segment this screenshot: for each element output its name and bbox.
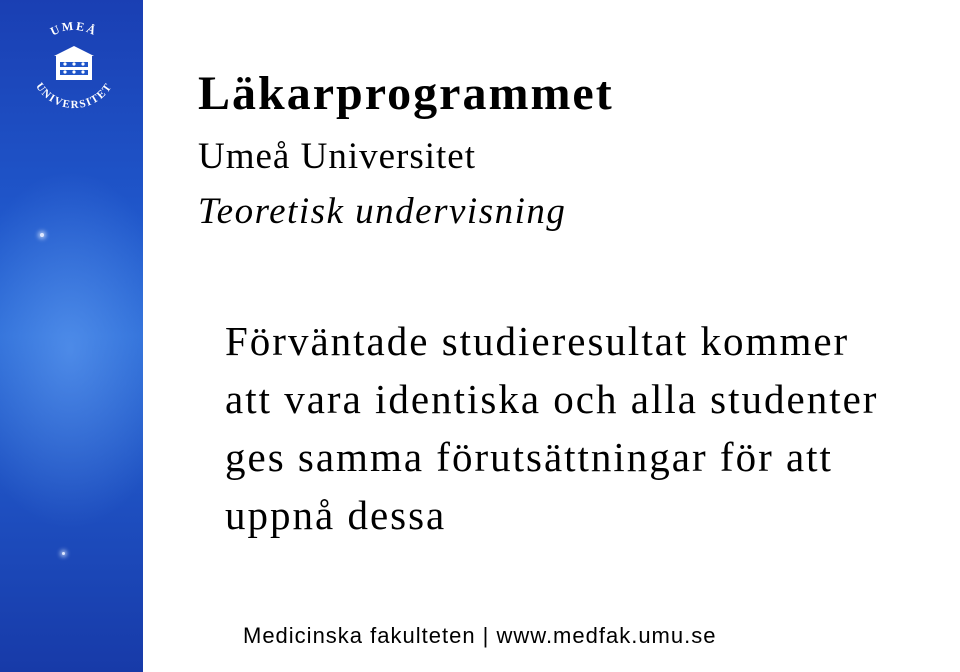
- umea-universitet-seal-icon: [18, 12, 130, 124]
- svg-text:UNIVERSITET: UNIVERSITET: [33, 80, 115, 112]
- sidebar-glow: [0, 170, 143, 530]
- slide-footer: Medicinska fakulteten | www.medfak.umu.se: [243, 623, 717, 648]
- body-line: uppnå dessa: [225, 492, 447, 538]
- body-line: att vara identiska och alla studenter: [225, 376, 879, 422]
- slide-subtitle-italic: Teoretisk undervisning: [198, 191, 567, 232]
- slide-subtitle: Umeå Universitet: [198, 136, 476, 177]
- slide-title: Läkarprogrammet: [198, 67, 614, 120]
- star-decoration: [62, 552, 65, 555]
- sidebar-panel: [0, 0, 143, 672]
- star-decoration: [40, 233, 44, 237]
- body-line: ges samma förutsättningar för att: [225, 434, 833, 480]
- svg-text:UMEÅ: UMEÅ: [48, 18, 100, 39]
- slide-body: [225, 312, 878, 544]
- body-line: Förväntade studieresultat kommer: [225, 318, 850, 364]
